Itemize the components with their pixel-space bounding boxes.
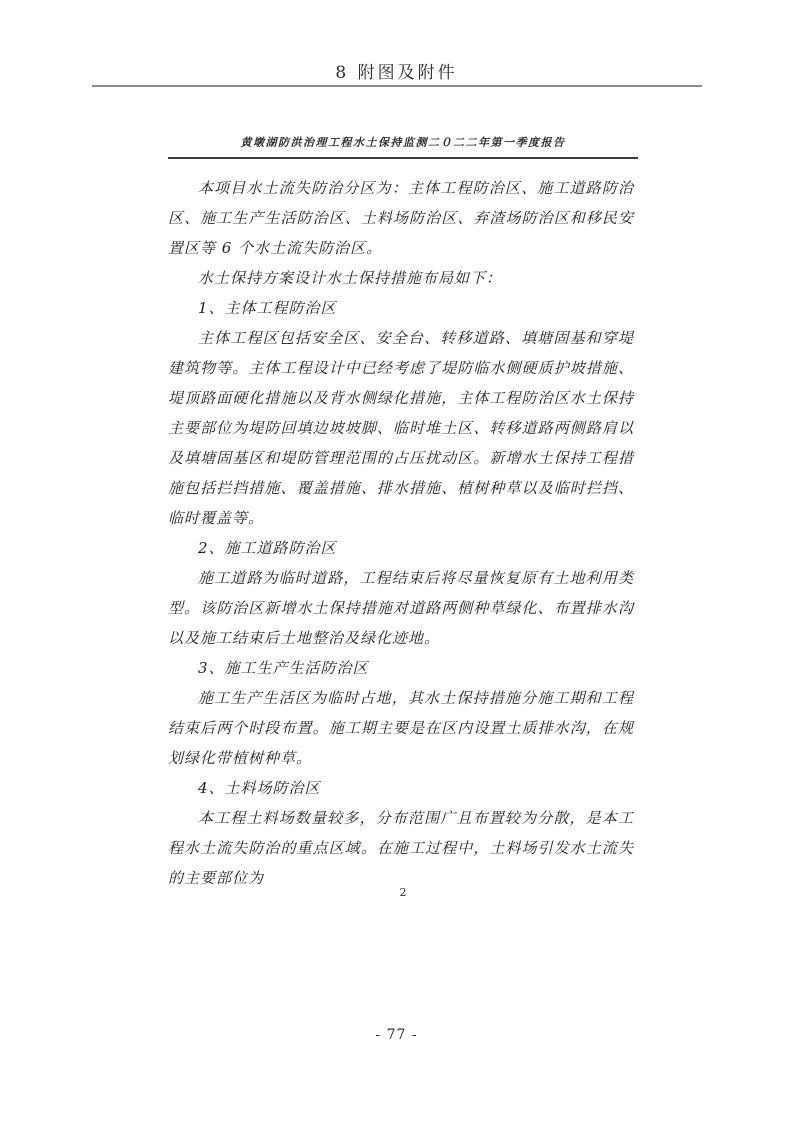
paragraph-production-living-zone: 施工生产生活区为临时占地，其水土保持措施分施工期和工程结束后两个时段布置。施工期主要是在区内设置土质排水沟，在规划绿化带植树种草。 <box>168 689 634 767</box>
section-heading-construction-road-zone: 2、施工道路防治区 <box>198 539 337 557</box>
document-body <box>168 173 634 893</box>
paragraph-measures-layout-intro: 水土保持方案设计水土保持措施布局如下： <box>198 269 503 287</box>
paragraph-borrow-area-zone: 本工程土料场数量较多，分布范围广且布置较为分散，是本工程水土流失防治的重点区域。在施工过程中，土料场引发水土流失的主要部位为 <box>168 809 634 887</box>
footer-page-number: - 77 - <box>375 1027 418 1043</box>
section-heading-production-living-zone: 3、施工生产生活防治区 <box>198 659 369 677</box>
chapter-header: 8 附图及附件 <box>335 63 458 83</box>
section-heading-borrow-area-zone: 4、土料场防治区 <box>198 779 321 797</box>
chapter-header-rule <box>92 85 702 87</box>
section-heading-main-project-zone: 1、主体工程防治区 <box>198 299 337 317</box>
inner-page-number: 2 <box>399 886 407 899</box>
paragraph-construction-road-zone: 施工道路为临时道路，工程结束后将尽量恢复原有土地利用类型。该防治区新增水土保持措施对道路两侧种草绿化、布置排水沟以及施工结束后土地整治及绿化迹地。 <box>168 569 634 647</box>
paragraph-prevention-zones: 本项目水土流失防治分区为：主体工程防治区、施工道路防治区、施工生产生活防治区、土料场防治区、弃渣场防治区和移民安置区等 6 个水土流失防治区。 <box>168 179 634 257</box>
paragraph-main-project-zone: 主体工程区包括安全区、安全台、转移道路、填塘固基和穿堤建筑物等。主体工程设计中已经考虑了堤防临水侧硬质护坡措施、堤顶路面硬化措施以及背水侧绿化措施，主体工程防治区水土保持主要部位为堤防回填边坡坡脚、临时堆土区、转移道路两侧路肩以及填塘固基区和堤防管理范围的占压扰动区。新增水土保持工程措施包括拦挡措施、覆盖措施、排水措施、植树种草以及临时拦挡、临时覆盖等。 <box>168 329 634 527</box>
report-title: 黄墩湖防洪治理工程水土保持监测二０二二年第一季度报告 <box>168 134 638 159</box>
